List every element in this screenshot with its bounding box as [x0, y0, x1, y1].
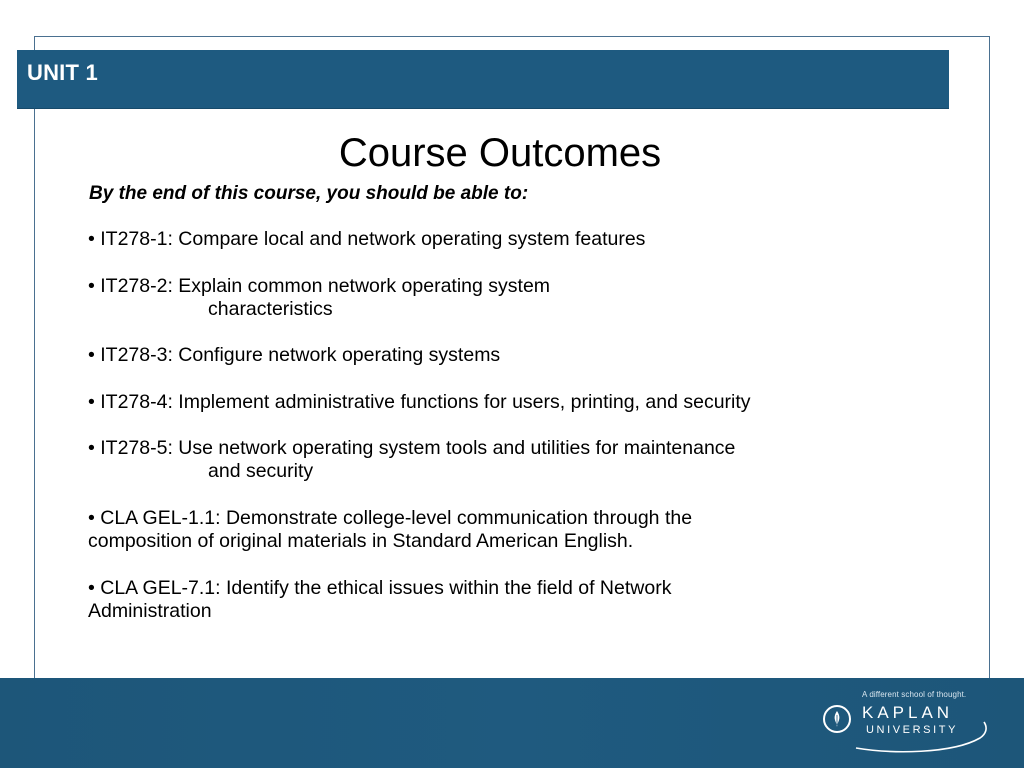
intro-text: By the end of this course, you should be able to:: [89, 183, 529, 204]
outcome-item: [88, 437, 938, 483]
outcome-line-continued: composition of original materials in Standard American English.: [88, 530, 634, 552]
unit-label: UNIT 1: [27, 60, 98, 85]
outcome-line: • IT278-4: Implement administrative functions for users, printing, and security: [88, 391, 751, 413]
outcome-item: [88, 275, 938, 321]
page-title: Course Outcomes: [338, 131, 662, 175]
outcome-item: [88, 577, 938, 623]
outcome-line-continued: characteristics: [208, 298, 333, 320]
logo-subwordmark: UNIVERSITY: [866, 724, 959, 736]
outcome-line: • IT278-2: Explain common network operating system: [88, 275, 551, 297]
outcome-line: • IT278-3: Configure network operating systems: [88, 344, 501, 366]
outcome-item: [88, 507, 938, 553]
logo-wordmark: KAPLAN: [862, 703, 954, 722]
outcome-item: [88, 228, 938, 251]
outcome-item: [88, 391, 938, 414]
kaplan-seal-icon: [822, 704, 852, 734]
outcome-line: • IT278-1: Compare local and network operating system features: [88, 228, 646, 250]
footer-tagline: A different school of thought.: [862, 690, 967, 699]
outcome-line-continued: Administration: [88, 600, 212, 622]
outcome-line: • IT278-5: Use network operating system tools and utilities for maintenance: [88, 437, 736, 459]
outcome-item: [88, 344, 938, 367]
outcome-line: • CLA GEL-1.1: Demonstrate college-level communication through the: [88, 507, 693, 529]
unit-header-bar: [17, 50, 949, 108]
outcome-line-continued: and security: [208, 460, 314, 482]
outcome-line: • CLA GEL-7.1: Identify the ethical issues within the field of Network: [88, 577, 672, 599]
